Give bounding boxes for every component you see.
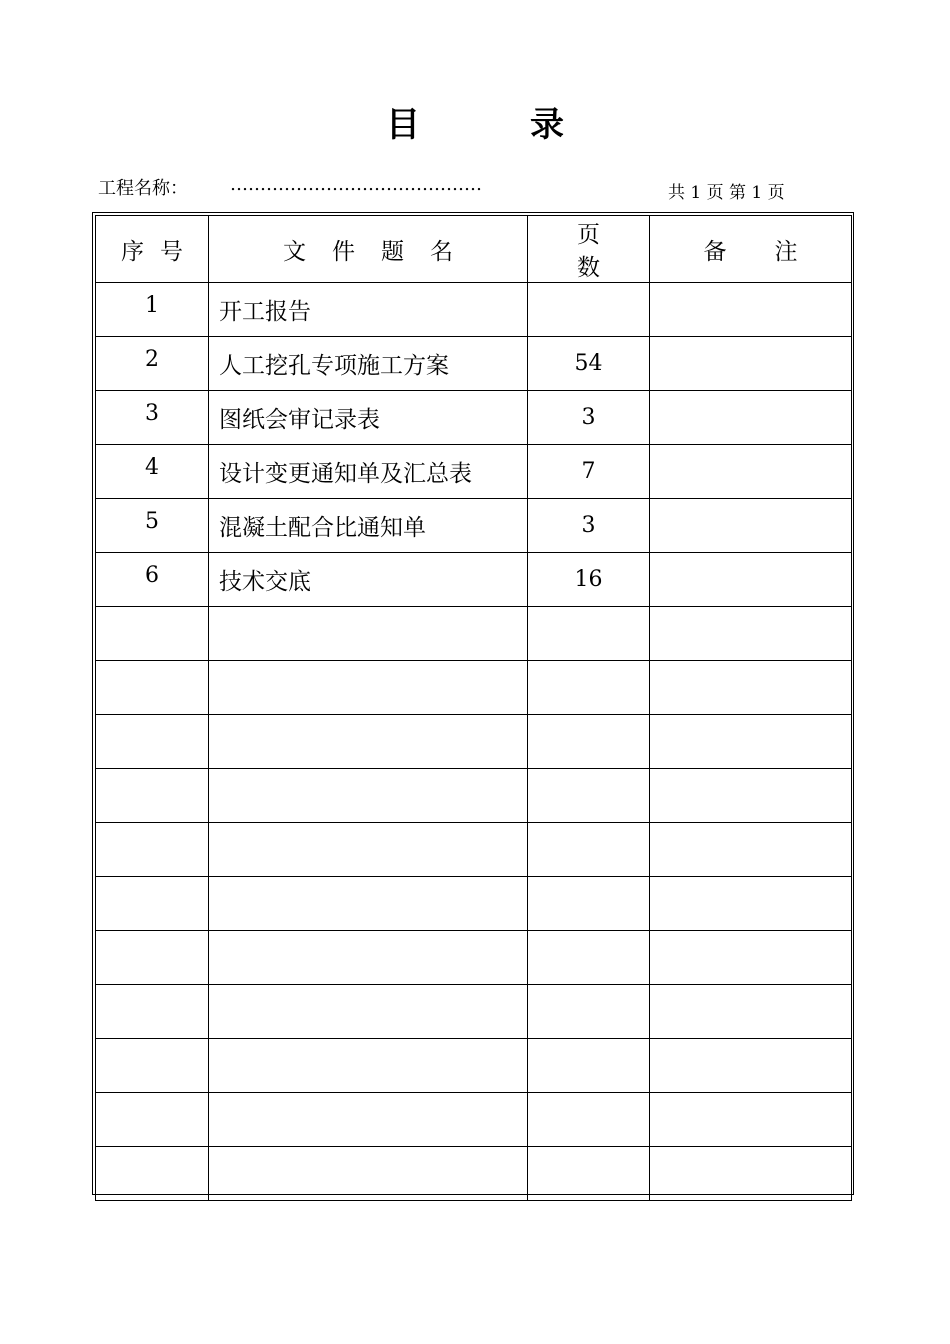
cell-note bbox=[650, 1039, 852, 1093]
cell-doc-title bbox=[209, 769, 528, 823]
cell-doc-title: 技术交底 bbox=[209, 553, 528, 607]
document-meta bbox=[98, 174, 798, 204]
cell-seq bbox=[96, 1147, 209, 1201]
table-row bbox=[96, 553, 852, 607]
page-count-info: 共 1 页 第 1 页 bbox=[668, 183, 785, 203]
header-pages: 页数 bbox=[528, 216, 650, 283]
cell-note bbox=[650, 553, 852, 607]
cell-note bbox=[650, 931, 852, 985]
cell-doc-title bbox=[209, 1039, 528, 1093]
catalog-table bbox=[95, 215, 852, 1201]
cell-seq bbox=[96, 1039, 209, 1093]
cell-pages bbox=[528, 715, 650, 769]
table-row bbox=[96, 1039, 852, 1093]
cell-pages bbox=[528, 1147, 650, 1201]
table-row bbox=[96, 1147, 852, 1201]
table-row bbox=[96, 715, 852, 769]
cell-note bbox=[650, 337, 852, 391]
cell-doc-title bbox=[209, 1093, 528, 1147]
cell-pages: 16 bbox=[528, 553, 650, 607]
cell-pages bbox=[528, 1039, 650, 1093]
cell-note bbox=[650, 769, 852, 823]
cell-seq bbox=[96, 1093, 209, 1147]
cell-doc-title bbox=[209, 715, 528, 769]
cell-seq bbox=[96, 661, 209, 715]
header-doc-title: 文件题名 bbox=[209, 216, 528, 283]
cell-pages bbox=[528, 769, 650, 823]
cell-note bbox=[650, 877, 852, 931]
cell-note bbox=[650, 283, 852, 337]
cell-doc-title: 图纸会审记录表 bbox=[209, 391, 528, 445]
cell-seq bbox=[96, 931, 209, 985]
header-note: 备注 bbox=[650, 216, 852, 283]
table-row bbox=[96, 445, 852, 499]
cell-doc-title bbox=[209, 607, 528, 661]
cell-seq: 4 bbox=[96, 445, 209, 499]
cell-note bbox=[650, 1093, 852, 1147]
cell-seq bbox=[96, 877, 209, 931]
table-row bbox=[96, 877, 852, 931]
cell-pages bbox=[528, 931, 650, 985]
table-row bbox=[96, 499, 852, 553]
cell-pages bbox=[528, 661, 650, 715]
cell-pages bbox=[528, 1093, 650, 1147]
table-row bbox=[96, 931, 852, 985]
cell-seq: 1 bbox=[96, 283, 209, 337]
cell-pages: 7 bbox=[528, 445, 650, 499]
cell-doc-title bbox=[209, 661, 528, 715]
cell-note bbox=[650, 1147, 852, 1201]
cell-seq bbox=[96, 823, 209, 877]
cell-pages: 3 bbox=[528, 391, 650, 445]
cell-doc-title bbox=[209, 877, 528, 931]
cell-doc-title bbox=[209, 931, 528, 985]
cell-note bbox=[650, 715, 852, 769]
table-row bbox=[96, 283, 852, 337]
cell-doc-title: 设计变更通知单及汇总表 bbox=[209, 445, 528, 499]
cell-pages: 3 bbox=[528, 499, 650, 553]
table-header-row bbox=[96, 216, 852, 283]
table-row bbox=[96, 823, 852, 877]
table-row bbox=[96, 985, 852, 1039]
table-row bbox=[96, 337, 852, 391]
header-seq: 序号 bbox=[96, 216, 209, 283]
cell-doc-title: 人工挖孔专项施工方案 bbox=[209, 337, 528, 391]
table-row bbox=[96, 1093, 852, 1147]
cell-seq: 5 bbox=[96, 499, 209, 553]
table-row bbox=[96, 769, 852, 823]
cell-note bbox=[650, 823, 852, 877]
cell-note bbox=[650, 985, 852, 1039]
cell-seq bbox=[96, 607, 209, 661]
cell-note bbox=[650, 499, 852, 553]
cell-pages bbox=[528, 823, 650, 877]
catalog-table-frame bbox=[92, 212, 854, 1195]
cell-doc-title: 开工报告 bbox=[209, 283, 528, 337]
cell-doc-title bbox=[209, 1147, 528, 1201]
cell-seq: 3 bbox=[96, 391, 209, 445]
cell-pages bbox=[528, 283, 650, 337]
cell-pages bbox=[528, 607, 650, 661]
table-row bbox=[96, 607, 852, 661]
cell-note bbox=[650, 661, 852, 715]
cell-note bbox=[650, 391, 852, 445]
cell-note bbox=[650, 445, 852, 499]
cell-seq bbox=[96, 769, 209, 823]
cell-seq: 2 bbox=[96, 337, 209, 391]
cell-doc-title bbox=[209, 985, 528, 1039]
project-name-value: …………………………………… bbox=[230, 174, 482, 195]
cell-pages: 54 bbox=[528, 337, 650, 391]
table-row bbox=[96, 661, 852, 715]
cell-note bbox=[650, 607, 852, 661]
cell-seq: 6 bbox=[96, 553, 209, 607]
table-row bbox=[96, 391, 852, 445]
cell-pages bbox=[528, 985, 650, 1039]
cell-seq bbox=[96, 985, 209, 1039]
cell-doc-title bbox=[209, 823, 528, 877]
cell-pages bbox=[528, 877, 650, 931]
cell-doc-title: 混凝土配合比通知单 bbox=[209, 499, 528, 553]
project-name-label: 工程名称： bbox=[98, 178, 188, 199]
cell-seq bbox=[96, 715, 209, 769]
page-title: 目录 bbox=[386, 105, 674, 145]
